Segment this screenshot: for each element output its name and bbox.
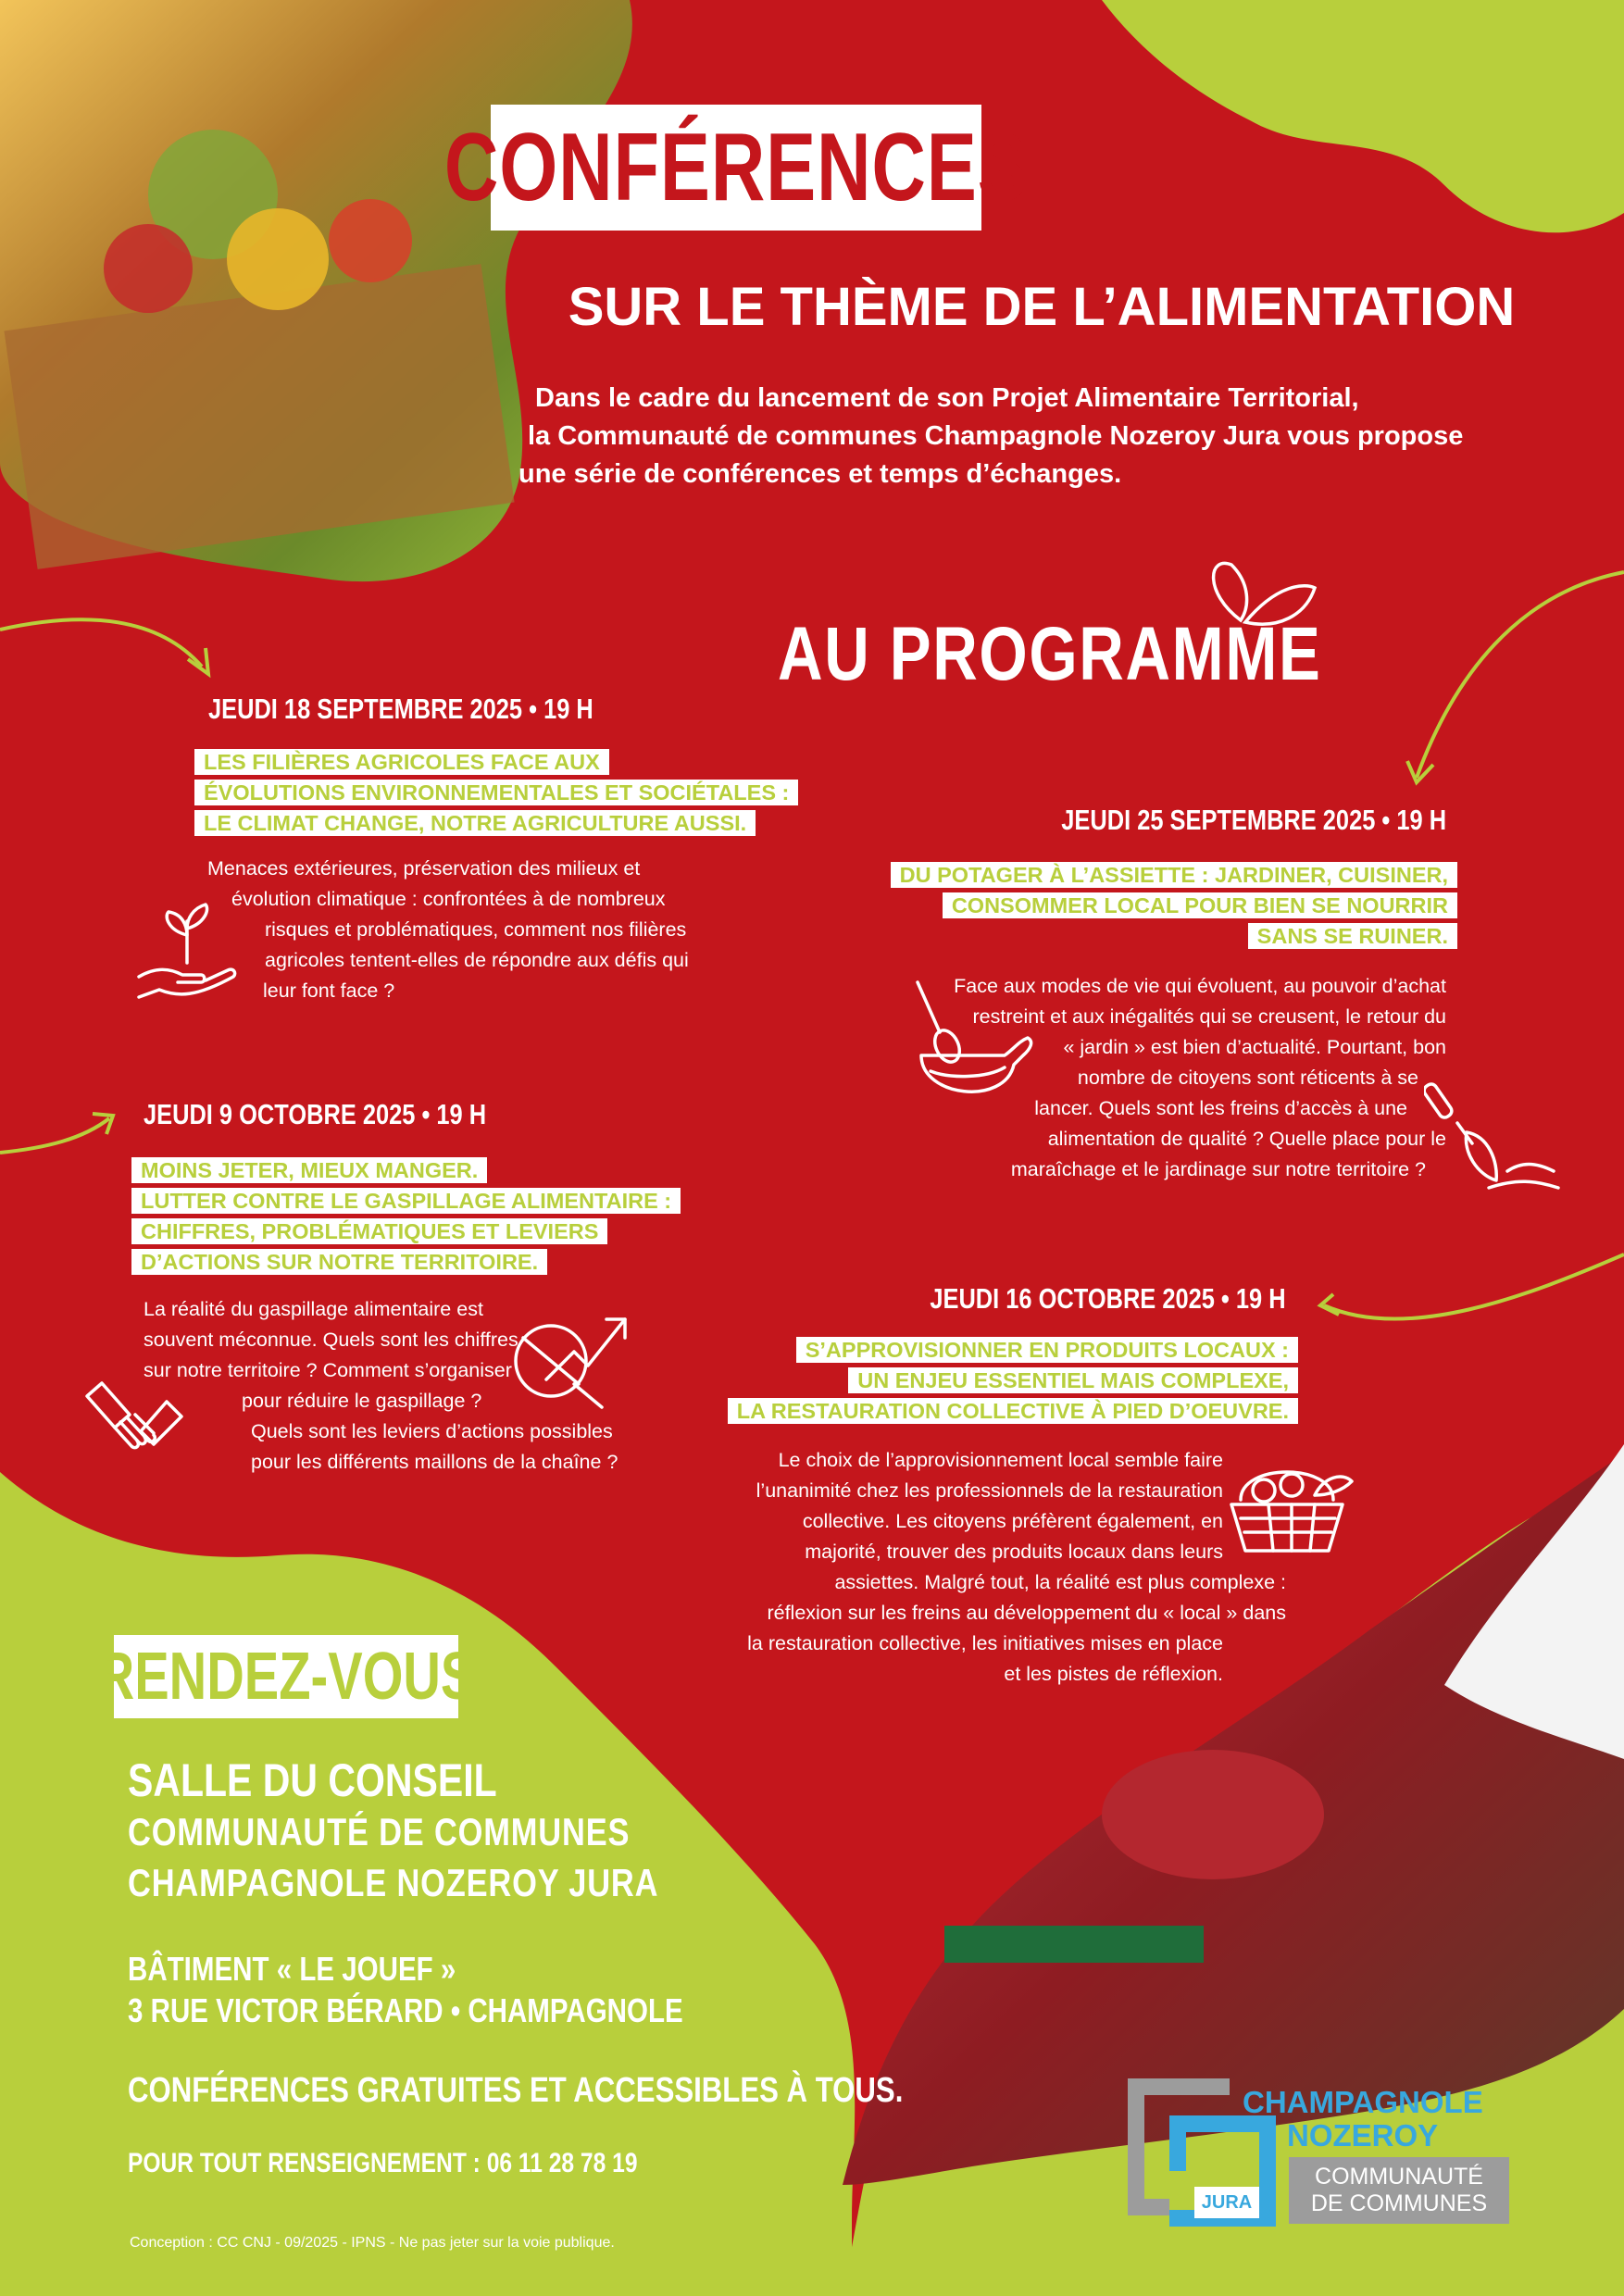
logo-line: DE COMMUNES <box>1310 2190 1488 2216</box>
logo-line: CHAMPAGNOLE <box>1243 2085 1483 2119</box>
event-date: JEUDI 16 OCTOBRE 2025 • 19 H <box>930 1282 1286 1315</box>
text-line: pour les différents maillons de la chaîne ? <box>251 1451 618 1473</box>
text-line: réflexion sur les freins au développement du « local » dans <box>767 1602 1286 1624</box>
text-line: et les pistes de réflexion. <box>1004 1663 1223 1685</box>
headline-line: MOINS JETER, MIEUX MANGER. <box>131 1157 487 1183</box>
text-line: la restauration collective, les initiatives mises en place <box>747 1632 1223 1654</box>
text-line: assiettes. Malgré tout, la réalité est plus complexe : <box>834 1571 1286 1593</box>
headline-line: DU POTAGER À L’ASSIETTE : JARDINER, CUISINER, <box>891 862 1457 888</box>
main-title: CONFÉRENCES <box>443 113 1029 221</box>
text-line: Le choix de l’approvisionnement local semble faire <box>778 1449 1223 1471</box>
venue-line: CHAMPAGNOLE NOZEROY JURA <box>128 1861 659 1904</box>
text-line: leur font face ? <box>263 980 395 1002</box>
text-line: La réalité du gaspillage alimentaire est <box>144 1298 483 1320</box>
text-line: Menaces extérieures, préservation des milieux et <box>207 857 641 880</box>
text-line: sur notre territoire ? Comment s’organiser <box>144 1359 512 1381</box>
intro-line: la Communauté de communes Champagnole Nozeroy Jura vous propose <box>528 421 1464 451</box>
text-line: souvent méconnue. Quels sont les chiffres <box>144 1329 518 1351</box>
headline-line: LUTTER CONTRE LE GASPILLAGE ALIMENTAIRE : <box>131 1188 681 1214</box>
arrow-right-top <box>1417 572 1624 778</box>
text-line: évolution climatique : confrontées à de nombreux <box>231 888 666 910</box>
rendezvous-title-box <box>96 1635 476 1718</box>
free-admission: CONFÉRENCES GRATUITES ET ACCESSIBLES À TOUS. <box>128 2071 904 2110</box>
intro-line: une série de conférences et temps d’échanges. <box>518 459 1122 489</box>
headline-line: CHIFFRES, PROBLÉMATIQUES ET LEVIERS <box>131 1218 607 1244</box>
logo-line: NOZEROY <box>1287 2118 1439 2152</box>
arrow-right-middle <box>1324 1254 1624 1319</box>
event-date: JEUDI 9 OCTOBRE 2025 • 19 H <box>144 1098 487 1130</box>
logo-badge: JURA <box>1194 2187 1259 2218</box>
event-headline <box>194 747 861 839</box>
trowel-icon <box>1424 1079 1563 1190</box>
text-line: pour réduire le gaspillage ? <box>242 1390 482 1412</box>
event-date: JEUDI 18 SEPTEMBRE 2025 • 19 H <box>208 693 593 725</box>
event-headline <box>131 1155 724 1278</box>
venue-line: SALLE DU CONSEIL <box>128 1754 497 1806</box>
rendezvous-title: RENDEZ-VOUS <box>96 1640 476 1714</box>
programme-title: AU PROGRAMME <box>778 612 1322 696</box>
text-line: majorité, trouver des produits locaux dans leurs <box>805 1541 1223 1563</box>
subtitle: SUR LE THÈME DE L’ALIMENTATION <box>568 277 1516 337</box>
reduce-waste-chart-icon <box>509 1310 634 1412</box>
contact-phone: POUR TOUT RENSEIGNEMENT : 06 11 28 78 19 <box>128 2148 638 2178</box>
event-date: JEUDI 25 SEPTEMBRE 2025 • 19 H <box>1061 804 1446 836</box>
headline-line: SANS SE RUINER. <box>1248 923 1457 949</box>
text-line: lancer. Quels sont les freins d’accès à une <box>1034 1097 1407 1119</box>
arrow-left-middle <box>0 1118 109 1153</box>
headline-line: LA RESTAURATION COLLECTIVE À PIED D’OEUVRE. <box>728 1398 1298 1424</box>
green-blob-top-right <box>1102 0 1624 232</box>
text-line: Face aux modes de vie qui évoluent, au pouvoir d’achat <box>954 975 1446 997</box>
whisk-bowl-icon <box>912 977 1042 1125</box>
logo-line: COMMUNAUTÉ <box>1315 2164 1483 2190</box>
headline-line: UN ENJEU ESSENTIEL MAIS COMPLEXE, <box>848 1367 1298 1393</box>
text-line: « jardin » est bien d’actualité. Pourtant, bon <box>1063 1036 1446 1058</box>
headline-line: ÉVOLUTIONS ENVIRONNEMENTALES ET SOCIÉTALES : <box>194 780 798 805</box>
handshake-icon <box>83 1378 185 1470</box>
intro-line: Dans le cadre du lancement de son Projet Alimentaire Territorial, <box>535 383 1359 413</box>
headline-line: CONSOMMER LOCAL POUR BIEN SE NOURRIR <box>943 892 1457 918</box>
text-line: Quels sont les leviers d’actions possibles <box>251 1420 613 1442</box>
intro-paragraph <box>518 380 1537 493</box>
venue-line: COMMUNAUTÉ DE COMMUNES <box>128 1810 631 1853</box>
text-line: collective. Les citoyens préfèrent également, en <box>802 1510 1223 1532</box>
credits: Conception : CC CNJ - 09/2025 - IPNS - Ne pas jeter sur la voie publique. <box>130 2235 615 2251</box>
text-line: nombre de citoyens sont réticents à se <box>1077 1067 1418 1089</box>
logo-subtitle-box <box>1289 2157 1509 2224</box>
headline-line: LE CLIMAT CHANGE, NOTRE AGRICULTURE AUSSI. <box>194 810 756 836</box>
event-headline <box>791 860 1457 952</box>
basket-icon <box>1222 1454 1361 1555</box>
hand-plant-icon <box>131 893 243 1004</box>
text-line: risques et problématiques, comment nos filières <box>265 918 687 941</box>
headline-line: S’APPROVISIONNER EN PRODUITS LOCAUX : <box>796 1337 1298 1363</box>
event-text <box>712 1445 1286 1690</box>
text-line: agricoles tentent-elles de répondre aux défis qui <box>265 949 689 971</box>
arrow-left-top <box>0 619 202 667</box>
text-line: restreint et aux inégalités qui se creusent, le retour du <box>972 1005 1446 1028</box>
text-line: alimentation de qualité ? Quelle place pour le <box>1047 1128 1446 1150</box>
text-line: maraîchage et le jardinage sur notre territoire ? <box>1010 1158 1426 1180</box>
main-title-box <box>443 105 1029 231</box>
event-headline <box>631 1335 1298 1427</box>
headline-line: LES FILIÈRES AGRICOLES FACE AUX <box>194 749 609 775</box>
event-text <box>207 854 707 1006</box>
headline-line: D’ACTIONS SUR NOTRE TERRITOIRE. <box>131 1249 547 1275</box>
text-line: l’unanimité chez les professionnels de la restauration <box>756 1479 1223 1502</box>
address-line: BÂTIMENT « LE JOUEF » <box>128 1950 456 1988</box>
address-line: 3 RUE VICTOR BÉRARD • CHAMPAGNOLE <box>128 1991 683 2029</box>
